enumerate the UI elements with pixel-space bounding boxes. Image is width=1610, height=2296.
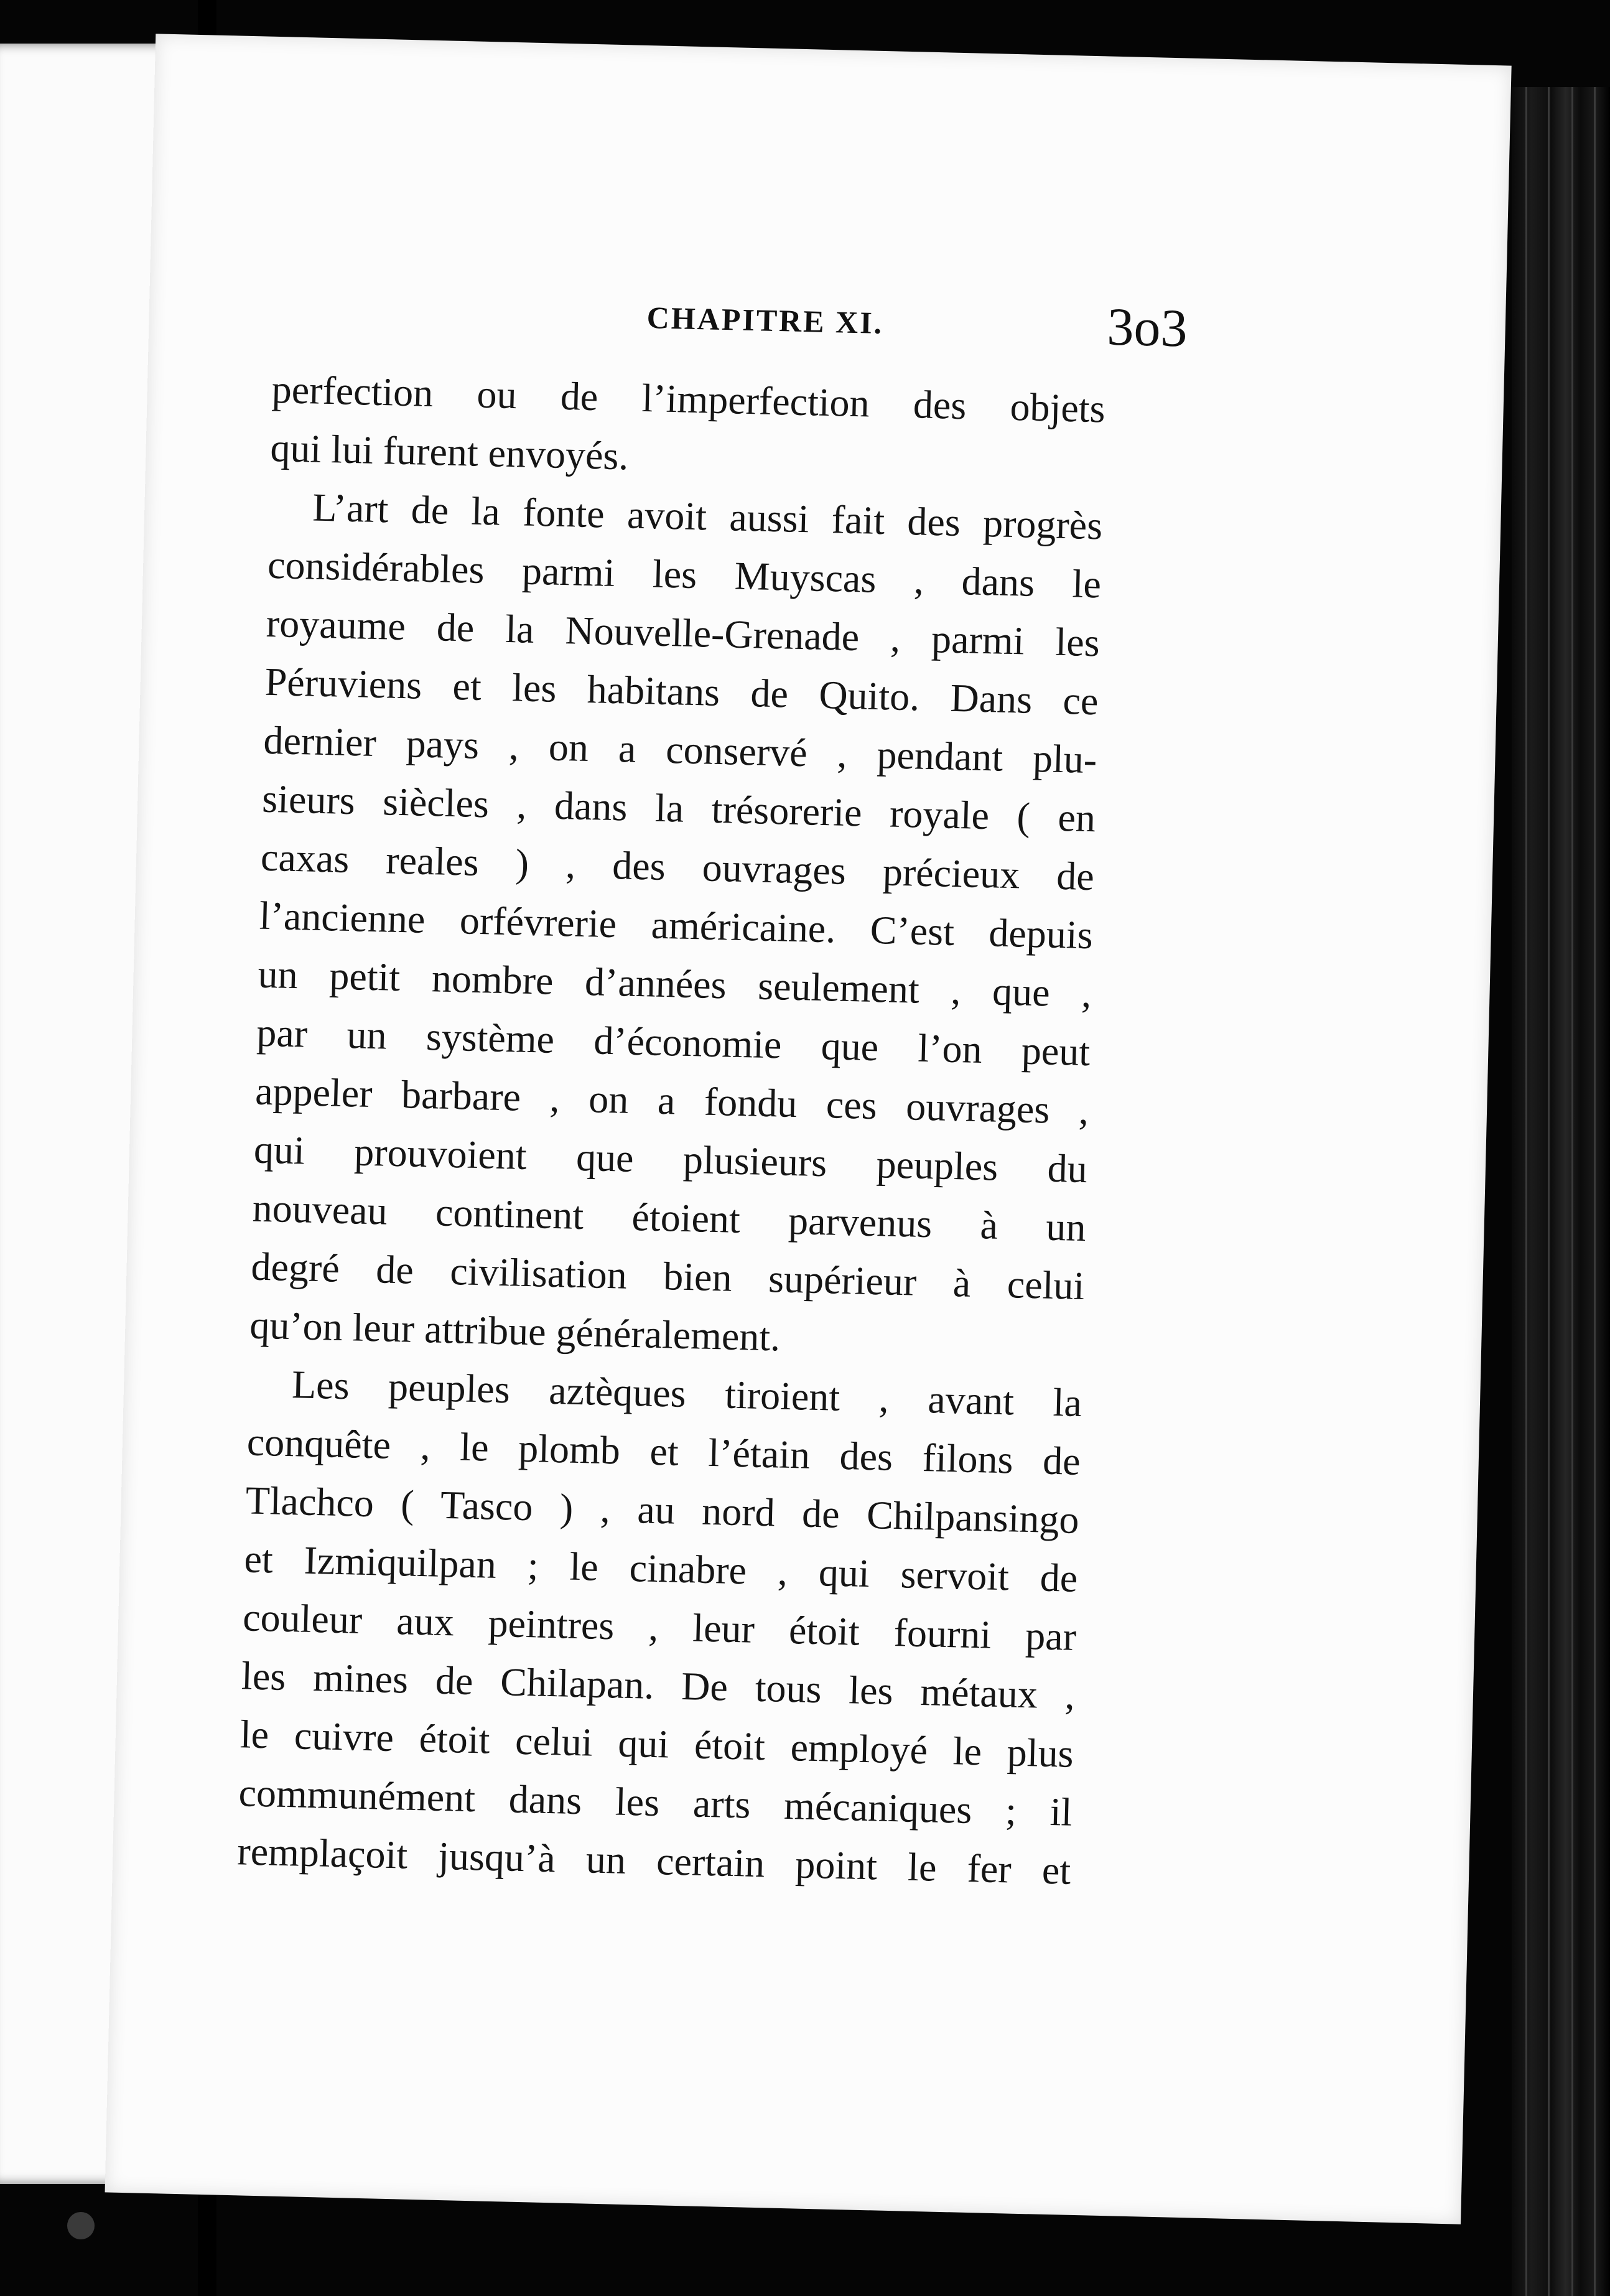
text-line: et Izmiquilpan ; le cinabre , qui servoit de [243, 1536, 1079, 1600]
text-line: communément dans les arts mécaniques ; il [238, 1770, 1073, 1834]
page-edge-line [1525, 87, 1527, 2296]
page-number: 3o3 [1106, 296, 1188, 358]
page-edge-line [1548, 87, 1550, 2296]
text-line: considérables parmi les Muyscas , dans le [267, 542, 1102, 607]
text-line: sieurs siècles , dans la trésorerie royale ( en [261, 776, 1096, 841]
text-line: qu’on leur attribue généralement. [249, 1302, 781, 1360]
page-edge-line [1594, 87, 1596, 2296]
right-page [105, 34, 1512, 2224]
body-text [236, 360, 1105, 1900]
text-line: par un système d’économie que l’on peut [256, 1010, 1091, 1075]
text-line: le cuivre étoit celui qui étoit employé le plus [240, 1712, 1074, 1776]
text-line: qui lui furent envoyés. [269, 425, 630, 478]
text-line: l’ancienne orfévrerie américaine. C’est depuis [259, 893, 1094, 958]
text-line: degré de civilisation bien supérieur à celui [250, 1244, 1086, 1309]
text-line: un petit nombre d’années seulement , que , [257, 951, 1092, 1016]
text-line: royaume de la Nouvelle-Grenade , parmi les [266, 600, 1100, 665]
text-line: perfection ou de l’imperfection des objets [271, 366, 1106, 431]
text-line: Tlachco ( Tasco ) , au nord de Chilpansingo [244, 1478, 1080, 1542]
text-line: conquête , le plomb et l’étain des filons de [246, 1419, 1081, 1483]
page-edge-line [1571, 87, 1573, 2296]
text-line: Péruviens et les habitans de Quito. Dans ce [264, 659, 1099, 724]
text-line: Les peuples aztèques tiroient , avant la [291, 1362, 1082, 1425]
text-line: couleur aux peintres , leur étoit fourni par [242, 1595, 1077, 1659]
text-line: qui prouvoient que plusieurs peuples du [253, 1127, 1088, 1192]
text-line: remplaçoit jusqu’à un certain point le fer et [236, 1829, 1071, 1893]
text-line: dernier pays , on a conservé , pendant plu- [263, 717, 1098, 782]
text-line: nouveau continent étoient parvenus à un [252, 1185, 1087, 1250]
paper-speck [67, 2212, 95, 2239]
chapter-title: CHAPITRE XI. [646, 300, 884, 341]
text-line: L’art de la fonte avoit aussi fait des progrès [312, 485, 1103, 548]
text-line: les mines de Chilapan. De tous les métaux , [241, 1653, 1076, 1717]
book-fore-edge [1512, 87, 1610, 2296]
text-line: caxas reales ) , des ouvrages précieux de [260, 834, 1095, 899]
text-line: appeler barbare , on a fondu ces ouvrages , [254, 1068, 1089, 1133]
